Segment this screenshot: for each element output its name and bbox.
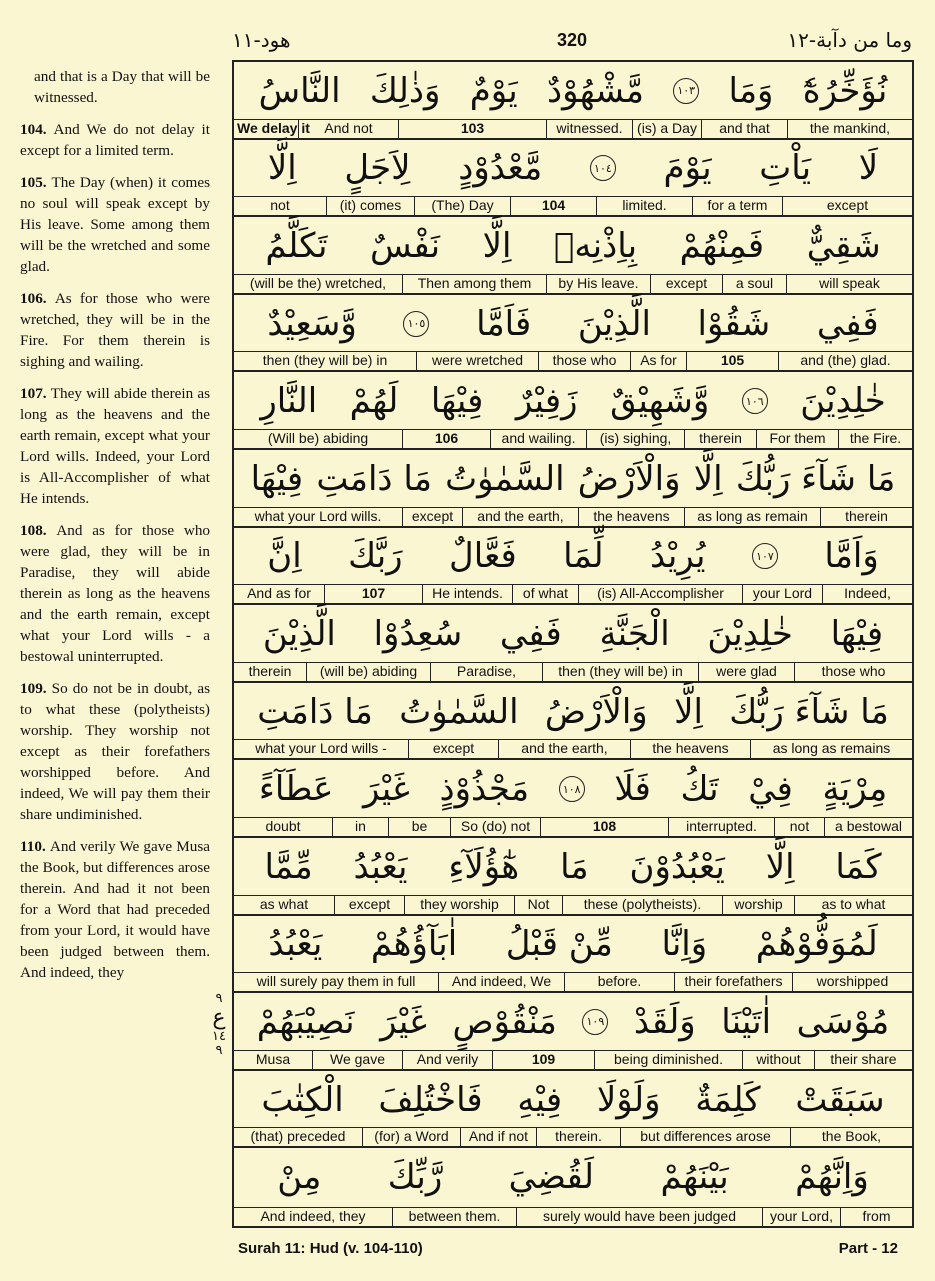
arabic-word: فَاخْتُلِفَ [378,1079,483,1120]
word-meaning-cell: being diminished. [594,1051,742,1069]
arabic-word: تَكُ [680,769,719,810]
verse-number: 104. [20,121,54,138]
word-meaning-cell: of what [512,585,578,603]
arabic-word: الْكِتٰبَ [261,1079,344,1120]
word-translation-line [234,895,912,914]
word-meaning-cell: except [650,275,722,293]
word-meaning-cell: Musa [255,1050,291,1067]
arabic-word: اٰتَيْنَا [721,1001,772,1042]
word-meaning-cell: doubt [265,817,301,834]
word-meaning-cell: by His leave. [546,275,650,293]
arabic-word: اِلَّا [693,458,723,499]
verse-row [234,140,912,218]
verse-row [234,1148,912,1226]
surah-name-arabic: هود-١١ [232,28,291,52]
word-translation-line [234,274,912,293]
verse-number-cell: 109 [492,1051,594,1069]
verse-number: 109. [20,680,52,697]
verse-number-cell: 106 [402,430,490,448]
word-meaning-cell: And indeed, they [260,1207,366,1224]
word-meaning-cell: the Book, [790,1128,912,1146]
arabic-word: اِلَّا [674,691,703,732]
verse-number-cell: We delay it [237,119,310,136]
word-meaning-cell: therein. [536,1128,620,1146]
word-meaning-cell: from [840,1208,912,1226]
word-meaning-cell: interrupted. [668,818,774,836]
arabic-word: السَّمٰوٰتُ [445,458,565,499]
word-meaning-cell: between them. [392,1208,516,1226]
arabic-text-line [234,1071,912,1129]
arabic-word: مَا [560,846,589,887]
word-meaning-cell: therein [684,430,756,448]
arabic-text-line [234,760,912,818]
arabic-word: لِاَجَلٍ [344,148,411,189]
rukuh-symbol: ع [212,1005,226,1030]
verse-text: The Day (when) it comes no soul will speak except by His leave. Some among them will be the wretched and some glad. [20,174,211,275]
page-number: 320 [556,30,588,50]
word-meaning-cell: Indeed, [822,585,912,603]
verse-number: 107. [20,385,51,402]
arabic-word: يَعْبُدُ [353,846,408,887]
word-meaning-cell: worshipped [792,973,912,991]
word-meaning-cell: (is) a Day [632,120,701,138]
word-translation-line [234,584,912,603]
arabic-word: عَطَآءً [258,769,334,810]
word-translation-line [234,817,912,836]
verse-row [234,838,912,916]
word-translation-line [234,429,912,448]
word-meaning-cell: were wretched [416,352,538,370]
word-meaning-cell: (will be the) wretched, [249,274,387,291]
arabic-word: شَقُوْا [697,303,771,344]
rukuh-bottom: ٩ [215,1043,223,1058]
verse-number-cell: 105 [686,352,778,370]
arabic-text-line [234,62,912,120]
word-meaning-cell: And indeed, We [438,973,564,991]
verse-row [234,760,912,838]
word-meaning-cell: as what [259,895,309,912]
word-meaning-cell: and wailing. [490,430,586,448]
arabic-word: وَمَا [728,70,774,111]
arabic-word: خٰلِدِيْنَ [800,381,886,422]
arabic-word: وَّشَهِيْقٌ [610,381,710,422]
word-meaning-cell: (for) a Word [362,1128,460,1146]
translation-paragraph [20,119,210,161]
arabic-word: فَمِنْهُمْ [679,225,765,266]
arabic-word: مَا دَامَتِ [316,458,432,499]
word-meaning-cell: except [334,896,404,914]
word-meaning-cell: a soul [722,275,786,293]
word-meaning-cell: As for [630,352,686,370]
word-meaning-cell: And verily [402,1051,492,1069]
translation-paragraph [20,66,210,108]
word-meaning-cell: So (do) not [450,818,540,836]
verse-text: And verily We gave Musa the Book, but differences arose therein. And had it not been for a Word that had preceded from your Lord, it would have been judged between them. And indeed, they [20,838,210,981]
rukuh-top: ٩ [215,991,223,1006]
word-meaning-cell: limited. [596,197,692,215]
verse-number-cell: 108 [540,818,668,836]
arabic-text-line [234,217,912,275]
arabic-text-line [234,683,912,741]
verse-row [234,683,912,761]
arabic-word: زَفِيْرٌ [515,381,578,422]
word-meaning-cell: but differences arose [620,1128,790,1146]
arabic-word: فِيْهَا [250,458,304,499]
translation-paragraph [20,836,210,983]
word-meaning-cell: (Will be) abiding [267,429,369,446]
arabic-word: النَّارِ [260,381,318,422]
word-meaning-cell: We gave [312,1051,402,1069]
verse-row [234,605,912,683]
word-meaning-cell: (will be) abiding [306,663,430,681]
arabic-word: اِلَّا [765,846,795,887]
arabic-word: مِنْ [277,1157,322,1198]
word-meaning-cell: what your Lord wills - [255,740,387,757]
arabic-word: غَيْرَ [363,769,410,810]
word-meaning-cell: and that [701,120,787,138]
word-meaning-cell: (it) comes [326,197,414,215]
ayah-end-marker: ١٠٧ [752,543,778,569]
arabic-word: لِّمَا [563,536,604,577]
arabic-word: فَلَا [614,769,651,810]
arabic-word: مَا شَآءَ رَبُّكَ [729,691,889,732]
word-meaning-cell: a bestowal [824,818,912,836]
arabic-word: مَا شَآءَ رَبُّكَ [735,458,896,499]
arabic-word: وَذٰلِكَ [369,70,441,111]
ayah-end-marker: ١٠٥ [403,311,429,337]
arabic-word: شَقِيٌّ [806,225,881,266]
arabic-word: لَمُوَفُّوْهُمْ [755,924,878,965]
word-meaning-cell: your Lord [742,585,822,603]
arabic-word: فَعَّالٌ [449,536,517,577]
arabic-word: يَوْمٌ [469,70,518,111]
verse-number: 106. [20,290,55,307]
word-meaning-cell: (is) sighing, [586,430,684,448]
word-meaning-cell: for a term [692,197,782,215]
arabic-word: نَصِيْبَهُمْ [256,1001,355,1042]
arabic-word: سُعِدُوْا [373,613,463,654]
arabic-word: مَجْذُوْذٍ [439,769,530,810]
translation-paragraph [20,520,210,667]
verse-row [234,62,912,140]
word-translation-line [234,196,912,215]
verse-number-cell: 104 [510,197,596,215]
arabic-word: مُوْسَى [796,1001,890,1042]
ayah-end-marker: ١٠٤ [590,155,616,181]
word-translation-line [234,1050,912,1069]
arabic-word: الَّذِيْنَ [577,303,651,344]
word-meaning-cell: Then among them [402,275,546,293]
arabic-text-line [234,372,912,430]
word-meaning-cell: the Fire. [838,430,912,448]
arabic-word: رَبَّكَ [348,536,403,577]
word-translation-line [234,507,912,526]
arabic-word: فَفِي [499,613,562,654]
verse-row [234,295,912,373]
word-meaning-cell: Paradise, [430,663,542,681]
arabic-word: بَيْنَهُمْ [660,1157,729,1198]
word-meaning-cell: were glad [698,663,794,681]
arabic-text-line [234,1148,912,1206]
arabic-word: فَاَمَّا [476,303,532,344]
word-meaning-cell: be [388,818,450,836]
word-meaning-cell: their forefathers [674,973,792,991]
word-meaning-cell: as long as remain [684,508,820,526]
arabic-word: يَوْمَ [663,148,712,189]
word-meaning-cell: and the earth, [498,740,630,758]
verse-number-cell: 103 [398,120,546,138]
part-number: Part - 12 [838,1240,898,1257]
word-meaning-cell: And if not [460,1128,536,1146]
word-meaning-cell: and the earth, [462,508,578,526]
word-translation-line [234,972,912,991]
arabic-word: مِّنْ قَبْلُ [505,924,613,965]
arabic-word: لَقُضِيَ [508,1157,595,1198]
arabic-word: وَاِنَّا [661,924,708,965]
word-meaning-cell: Not [514,896,562,914]
arabic-word: تَكَلَّمُ [265,225,328,266]
verse-row [234,372,912,450]
arabic-text-line [234,295,912,353]
word-meaning-cell: the heavens [578,508,684,526]
arabic-word: وَلَوْلَا [596,1079,661,1120]
word-meaning-cell: (The) Day [414,197,510,215]
arabic-word: يَعْبُدُ [268,924,323,965]
word-meaning-cell: before. [564,973,674,991]
arabic-word: رَّبِّكَ [387,1157,443,1198]
word-translation-line [234,1127,912,1146]
word-meaning-cell: their share [814,1051,912,1069]
arabic-word: مَّعْدُوْدٍ [458,148,543,189]
ayah-end-marker: ١٠٦ [742,388,768,414]
arabic-word: فِيْهَا [430,381,484,422]
translation-paragraph [20,288,210,372]
word-translation-line [234,662,912,681]
arabic-word: سَبَقَتْ [795,1079,885,1120]
arabic-text-line [234,605,912,663]
verse-number-cell: 107 [324,585,422,603]
word-translation-line [234,351,912,370]
word-meaning-cell: And not [298,120,398,138]
arabic-word: فِيْهِ [517,1079,563,1120]
word-meaning-cell: except [408,740,498,758]
word-meaning-cell: therein [248,662,292,679]
verse-text: As for those who were wretched, they will be in the Fire. For them therein is sighing and wailing. [20,290,211,370]
verse-text: So do not be in doubt, as to what these (polytheists) worship. They worship not except as their forefathers worshipped before. And indeed, We will pay them their share undiminished. [20,680,211,823]
arabic-text-line [234,838,912,896]
arabic-word: كَلِمَةٌ [695,1079,761,1120]
word-translation-line [234,1207,912,1226]
translation-paragraph [20,383,210,509]
word-meaning-cell: except [782,197,912,215]
arabic-word: بِاِذْنِهٖ [554,225,638,266]
arabic-text-line [234,993,912,1051]
word-meaning-cell: then (they will be) in [542,663,698,681]
word-by-word-grid [232,60,914,1228]
arabic-word: مَنْقُوْصٍ [452,1001,557,1042]
word-meaning-cell: witnessed. [546,120,632,138]
arabic-text-line [234,916,912,974]
word-meaning-cell: the heavens [630,740,750,758]
word-meaning-cell: those who [538,352,630,370]
word-meaning-cell: they worship [404,896,514,914]
juz-name-arabic: وما من دآبة-١٢ [787,28,912,52]
word-meaning-cell: what your Lord wills. [254,507,382,524]
arabic-word: اِنَّ [267,536,302,577]
arabic-text-line [234,140,912,198]
arabic-word: يَعْبُدُوْنَ [629,846,725,887]
arabic-word: مَّشْهُوْدٌ [547,70,644,111]
word-meaning-cell: and (the) glad. [778,352,912,370]
verse-row [234,528,912,606]
ayah-end-marker: ١٠٨ [559,776,585,802]
word-meaning-cell: will surely pay them in full [256,973,416,990]
word-meaning-cell: those who [794,663,912,681]
ayah-end-marker: ١٠٣ [673,78,699,104]
arabic-word: وَّسَعِيْدٌ [267,303,357,344]
arabic-word: نَفْسٌ [370,225,441,266]
word-meaning-cell: except [402,508,462,526]
arabic-word: غَيْرَ [380,1001,427,1042]
verse-text: and that is a Day that will be witnessed. [34,68,210,106]
word-translation-line [234,739,912,758]
word-meaning-cell: worship [722,896,794,914]
word-meaning-cell: For them [756,430,838,448]
word-meaning-cell: these (polytheists). [562,896,722,914]
arabic-word: فِيْ [748,769,793,810]
arabic-word: مِّمَّا [264,846,313,887]
translation-paragraph [20,678,210,825]
word-meaning-cell: then (they will be) in [262,352,388,369]
word-meaning-cell: not [774,818,824,836]
arabic-word: الَّذِيْنَ [262,613,336,654]
arabic-word: كَمَا [835,846,882,887]
arabic-word: وَاِنَّهُمْ [795,1157,869,1198]
arabic-word: اِلَّا [267,148,297,189]
word-meaning-cell: therein [820,508,912,526]
word-meaning-cell: your Lord, [762,1208,840,1226]
arabic-word: مَا دَامَتِ [257,691,373,732]
arabic-word: وَالْاَرْضُ [544,691,648,732]
arabic-word: نُؤَخِّرُهٗٓ [802,70,888,111]
arabic-text-line [234,450,912,508]
word-meaning-cell: (that) preceded [250,1128,346,1145]
verse-row [234,217,912,295]
word-meaning-cell: as long as remains [750,740,912,758]
arabic-word: اٰبَآؤُهُمْ [370,924,458,965]
arabic-word: مِرْيَةٍ [822,769,888,810]
arabic-word: اِلَّا [482,225,512,266]
word-meaning-cell: without [742,1051,814,1069]
word-meaning-cell: will speak [786,275,912,293]
rukuh-number: ١٤ [212,1029,226,1044]
arabic-word: يَاْتِ [759,148,812,189]
arabic-word: وَالْاَرْضُ [577,458,681,499]
arabic-word: يُرِيْدُ [649,536,706,577]
verse-row [234,993,912,1071]
arabic-word: وَلَقَدْ [633,1001,696,1042]
arabic-text-line [234,528,912,586]
word-meaning-cell: the mankind, [787,120,912,138]
arabic-word: لَهُمْ [349,381,399,422]
arabic-word: لَا [858,148,879,189]
arabic-word: خٰلِدِيْنَ [707,613,793,654]
word-meaning-cell: He intends. [422,585,512,603]
page-header [232,28,912,56]
verse-text: They will abide therein as long as the heavens and the earth remain, except what your Lord wills. Indeed, your Lord is All-Accomplisher of what He intends. [20,385,211,507]
translation-paragraph [20,172,210,277]
rukuh-marker [206,991,232,1058]
verse-number: 105. [20,174,52,191]
surah-reference: Surah 11: Hud (v. 104-110) [238,1240,423,1257]
word-meaning-cell: in [332,818,388,836]
page-footer [238,1240,908,1262]
arabic-word: فَفِي [816,303,879,344]
arabic-word: هٰٓؤُلَآءِ [448,846,520,887]
verse-number: 110. [20,838,50,855]
arabic-word: السَّمٰوٰتُ [399,691,519,732]
translation-column [20,66,210,994]
verse-text: And We do not delay it except for a limited term. [20,121,211,159]
word-meaning-cell: (is) All-Accomplisher [578,585,742,603]
word-meaning-cell: And as for [247,585,311,602]
arabic-word: فِيْهَا [830,613,884,654]
verse-text: And as for those who were glad, they will be in Paradise, they will abide therein as long as the heavens and the earth remain, except what your Lord wills - a bestowal uninterrupted. [20,522,211,665]
verse-row [234,916,912,994]
word-translation-line [234,119,912,138]
arabic-word: النَّاسُ [258,70,341,111]
verse-row [234,450,912,528]
verse-number: 108. [20,522,57,539]
word-meaning-cell: surely would have been judged [516,1208,762,1226]
arabic-word: الْجَنَّةِ [599,613,670,654]
ayah-end-marker: ١٠٩ [582,1009,608,1035]
arabic-word: وَاَمَّا [824,536,879,577]
word-meaning-cell: as to what [794,896,912,914]
verse-row [234,1071,912,1149]
word-meaning-cell: not [270,197,290,214]
